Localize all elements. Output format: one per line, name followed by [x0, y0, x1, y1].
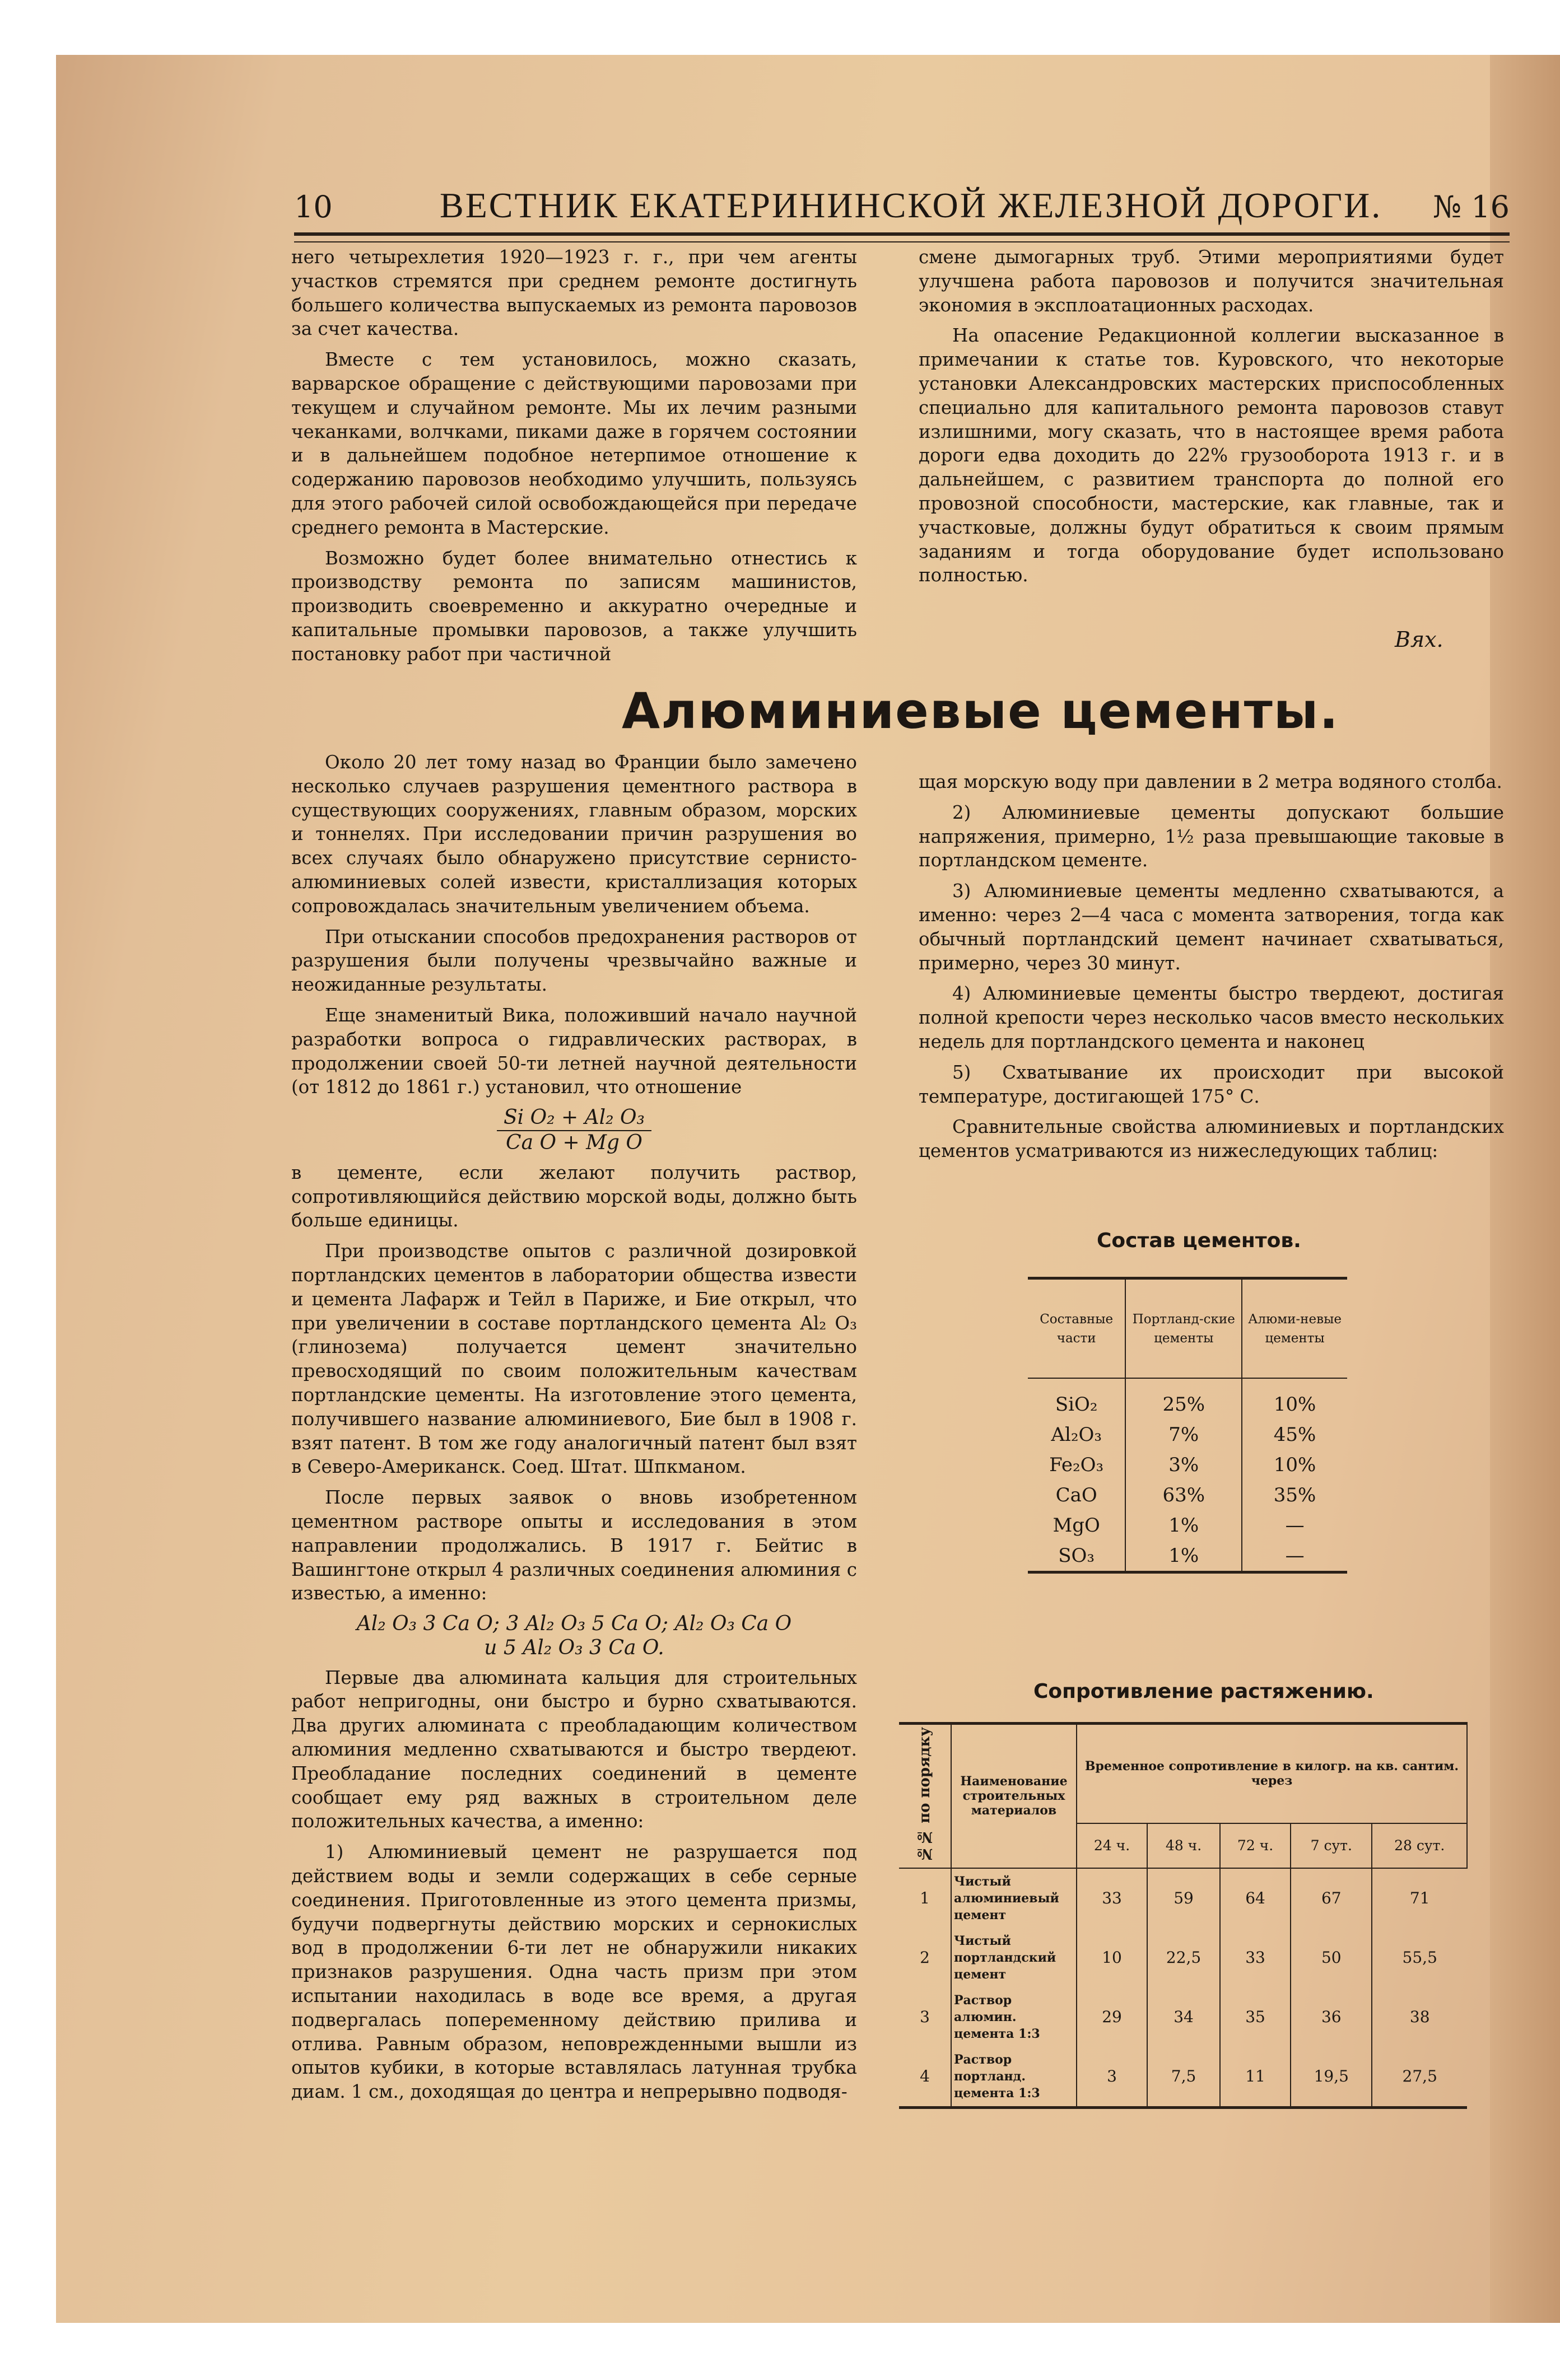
column-header: Портланд-ские цементы — [1125, 1278, 1242, 1379]
table-cell: 3 — [1077, 2047, 1147, 2108]
table-caption: Состав цементов. — [1097, 1229, 1301, 1252]
column-header: 72 ч. — [1220, 1823, 1291, 1868]
table-cell: 33 — [1077, 1868, 1147, 1928]
table-cell: Al₂O₃ — [1051, 1424, 1102, 1446]
header-rule — [294, 232, 1510, 242]
table-cell: 59 — [1147, 1868, 1220, 1928]
table-cell: 11 — [1220, 2047, 1291, 2108]
author-signature: Вях. — [1395, 627, 1443, 652]
formula-numerator: Si O₂ + Al₂ O₃ — [497, 1106, 651, 1131]
table-cell: 34 — [1147, 1987, 1220, 2047]
table-cell: 2 — [920, 1948, 930, 1967]
table-cell: 3% — [1125, 1450, 1242, 1480]
table-row — [1028, 1510, 1347, 1541]
newspaper-title: ВЕСТНИК ЕКАТЕРИНИНСКОЙ ЖЕЛЕЗНОЙ ДОРОГИ. — [440, 185, 1382, 225]
table-cell: SiO₂ — [1055, 1393, 1098, 1416]
paragraph: Возможно будет более внимательно отнестись к производству ремонта по записям машинистов, производить своевременно и аккуратно очередные и капитальные промывки паровозов, а также улучшить постановку работ при частичной — [291, 547, 857, 665]
table-cell: 55,5 — [1372, 1928, 1467, 1987]
table-cell: 27,5 — [1372, 2047, 1467, 2108]
table-cell: 50 — [1291, 1928, 1372, 1987]
table-cell: 45% — [1242, 1420, 1347, 1450]
column-header: Составные части — [1028, 1278, 1125, 1379]
table-cell: 1% — [1125, 1510, 1242, 1541]
column-group-header: Временное сопротивление в килогр. на кв. сантим. через — [1077, 1724, 1467, 1823]
prev-article-left-column — [291, 245, 857, 673]
table-header-row — [899, 1724, 1467, 1823]
table-cell: 10% — [1242, 1450, 1347, 1480]
column-header: Алюми-невые цементы — [1242, 1278, 1347, 1379]
table-cell: 33 — [1220, 1928, 1291, 1987]
table-cell: 63% — [1125, 1480, 1242, 1510]
table-cell: Fe₂O₃ — [1049, 1454, 1104, 1476]
table-cell: 3 — [920, 2008, 930, 2027]
table-row — [899, 1987, 1467, 2047]
table-cell: MgO — [1053, 1514, 1100, 1537]
table-cell: 64 — [1220, 1868, 1291, 1928]
paragraph: Вместе с тем установилось, можно сказать, варварское обращение с действующими паровозами при текущем и случайном ремонте. Мы их лечим разными чеканками, волчками, пиками даже в горячем состоянии и в дальнейшем подобное нетерпимое отношение к содержанию паровозов необходимо улучшить, пользуясь для этого рабочей силой освобождающейся при передаче среднего ремонта в Мастерские. — [291, 349, 857, 538]
column-header: 28 сут. — [1372, 1823, 1467, 1868]
table-cell: — — [1242, 1541, 1347, 1572]
paragraph: После первых заявок о вновь изобретенном цементном растворе опыты и исследования в этом направлении продолжались. В 1917 г. Бейтис в Вашингтоне открыл 4 различных соединения алюминия с известью, а именно: — [291, 1487, 857, 1604]
paragraph: него четырехлетия 1920—1923 г. г., при чем агенты участков стремятся при среднем ремонте достигнуть большего количества выпускаемых из ремонта паровозов за счет качества. — [291, 246, 857, 340]
table-cell: 67 — [1291, 1868, 1372, 1928]
table-cell: 36 — [1291, 1987, 1372, 2047]
table-row — [899, 1868, 1467, 1928]
table-cell: 4 — [920, 2067, 930, 2086]
table-cell: 7% — [1125, 1420, 1242, 1450]
table-cell: 10% — [1242, 1378, 1347, 1420]
paragraph: смене дымогарных труб. Этими мероприятиями будет улучшена работа паровозов и получится значительная экономия в эксплоатационных расходах. — [919, 246, 1504, 316]
paragraph: Около 20 лет тому назад во Франции было замечено несколько случаев разрушения цементного раствора в существующих сооружениях, главным образом, морских и тоннелях. При исследовании причин разрушения во всех случаях было обнаружено присутствие сернисто-алюминиевых солей извести, кристаллизация которых сопровождалась значительным увеличением объема. — [291, 752, 857, 917]
table-caption: Сопротивление растяжению. — [1033, 1680, 1374, 1703]
paragraph: 4) Алюминиевые цементы быстро твердеют, достигая полной крепости через несколько часов вместо нескольких недель для портландского цемента и наконец — [919, 983, 1504, 1052]
tensile-strength-table — [899, 1722, 1468, 2109]
table-header-row — [1028, 1278, 1347, 1379]
column-header: Наименование строительных материалов — [951, 1724, 1077, 1868]
paragraph: 5) Схватывание их происходит при высокой температуре, достигающей 175° С. — [919, 1061, 1504, 1107]
issue-number: № 16 — [1433, 189, 1510, 225]
table-row — [899, 1928, 1467, 1987]
table-cell: 1 — [920, 1889, 930, 1908]
paragraph: 2) Алюминиевые цементы допускают большие напряжения, примерно, 1½ раза превышающие таковые в портландском цементе. — [919, 801, 1504, 871]
table-cell: 38 — [1372, 1987, 1467, 2047]
table-cell: 29 — [1077, 1987, 1147, 2047]
paragraph: щая морскую воду при давлении в 2 метра водяного столба. — [919, 771, 1502, 792]
column-header-text: №№ по порядку — [916, 1727, 933, 1862]
paragraph: 1) Алюминиевый цемент не разрушается под действием воды и земли содержащих в себе серные соединения. Приготовленные из этого цемента призмы, будучи подвергнуты действию морских и сернокислых вод в продолжении 6-ти лет не обнаружили никаких признаков разрушения. Одна часть призм при этом испытании находилась в воде все время, а другая подвергалась попеременному действию прилива и отлива. Равным образом, неповрежденными вышли из опытов кубики, в которые вставлялась латунная трубка диам. 1 см., доходящая до центра и непрерывно подводя- — [291, 1841, 857, 2103]
table-cell: 7,5 — [1147, 2047, 1220, 2108]
formula-aluminates — [291, 1612, 857, 1660]
table-cell: 22,5 — [1147, 1928, 1220, 1987]
table-row — [899, 2047, 1467, 2108]
table-row — [1028, 1378, 1347, 1420]
prev-article-right-column — [919, 245, 1504, 594]
table-cell: CaO — [1055, 1484, 1097, 1506]
column-header: 48 ч. — [1147, 1823, 1220, 1868]
column-header: 7 сут. — [1291, 1823, 1372, 1868]
formula-ratio — [291, 1106, 857, 1155]
table-row — [1028, 1450, 1347, 1480]
table-cell: 71 — [1372, 1868, 1467, 1928]
table-cell: 25% — [1125, 1378, 1242, 1420]
table-cell: 1% — [1125, 1541, 1242, 1572]
table-cell: 19,5 — [1291, 2047, 1372, 2108]
table-cell: SO₃ — [1058, 1544, 1095, 1567]
table-cell: — — [1242, 1510, 1347, 1541]
article-left-column — [291, 750, 857, 2111]
table-row — [1028, 1480, 1347, 1510]
paragraph: Сравнительные свойства алюминиевых и портландских цементов усматриваются из нижеследующих таблиц: — [919, 1116, 1504, 1162]
article-title: Алюминиевые цементы. — [622, 682, 1339, 740]
formula-line: и 5 Al₂ O₃ 3 Ca O. — [484, 1636, 664, 1659]
table-cell: Чистый портландский цемент — [951, 1928, 1077, 1987]
paragraph: в цементе, если желают получить раствор, сопротивляющийся действию морской воды, должно быть больше единицы. — [291, 1161, 857, 1231]
paragraph: Еще знаменитый Вика, положивший начало научной разработки вопроса о гидравлических растворах, в продолжении своей 50-ти летней научной деятельности (от 1812 до 1861 г.) установил, что отношение — [291, 1004, 857, 1098]
paragraph: При отыскании способов предохранения растворов от разрушения были получены чрезвычайно важные и неожиданные результаты. — [291, 926, 857, 996]
article-right-column — [919, 770, 1504, 1170]
table-cell: 10 — [1077, 1928, 1147, 1987]
page-number: 10 — [294, 189, 333, 225]
paragraph: При производстве опытов с различной дозировкой портландских цементов в лаборатории общества извести и цемента Лафарж и Тейл в Париже, и Бие открыл, что при увеличении в составе портландского цемента Al₂ O₃ (глинозема) получается цемент значительно превосходящий по своим положительным качествам портландские цементы. На изготовление этого цемента, получившего название алюминиевого, Бие был в 1908 г. взят патент. В том же году аналогичный патент был взят в Северо-Американск. Соед. Штат. Шпкманом. — [291, 1240, 857, 1478]
table-row — [1028, 1541, 1347, 1572]
composition-table — [1028, 1277, 1347, 1574]
table-cell: Раствор портланд. цемента 1:3 — [951, 2047, 1077, 2108]
table-cell: 35 — [1220, 1987, 1291, 2047]
table-cell: Чистый алюминиевый цемент — [951, 1868, 1077, 1928]
table-cell: 35% — [1242, 1480, 1347, 1510]
table-row — [1028, 1420, 1347, 1450]
table-cell: Раствор алюмин. цемента 1:3 — [951, 1987, 1077, 2047]
column-header — [899, 1724, 951, 1868]
paragraph: На опасение Редакционной коллегии высказанное в примечании к статье тов. Куровского, что некоторые установки Александровских мастерских приспособленных специально для капитального ремонта паровозов ставут излишними, могу сказать, что в настоящее время работа дороги едва доходить до 22% грузооборота 1913 г. и в дальнейшем, с развитием транспорта до полной его провозной способности, мастерские, как главные, так и участковые, должны будут обратиться к своим прямым заданиям и тогда оборудование будет использовано полностью. — [919, 325, 1504, 586]
formula-denominator: Ca O + Mg O — [506, 1131, 642, 1154]
paragraph: Первые два алюмината кальция для строительных работ непригодны, они быстро и бурно схватываются. Два других алюмината с преобладающим количеством алюминия медленно схватываются и быстро твердеют. Преобладание последних соединений в цементе сообщает ему ряд важных в строительном деле положительных качества, а именно: — [291, 1667, 857, 1832]
column-header: 24 ч. — [1077, 1823, 1147, 1868]
page-header — [294, 185, 1510, 230]
formula-line: Al₂ O₃ 3 Ca O; 3 Al₂ O₃ 5 Ca O; Al₂ O₃ Ca O — [356, 1612, 792, 1636]
paragraph: 3) Алюминиевые цементы медленно схватываются, а именно: через 2—4 часа с момента затворения, тогда как обычный портландский цемент начинает схватываться, примерно, через 30 минут. — [919, 880, 1504, 974]
